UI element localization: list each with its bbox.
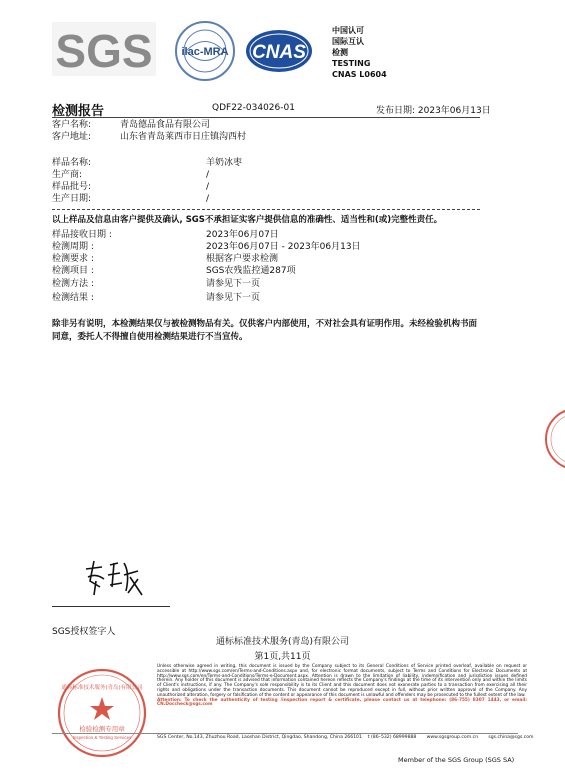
company-seal-stamp <box>56 667 148 759</box>
production-date-label: 生产日期: <box>52 194 92 204</box>
footer-email: sgs.china@sgs.com <box>488 735 534 740</box>
handwritten-signature <box>80 557 150 599</box>
accreditation-line: 中国认可 <box>332 26 364 35</box>
ilac-text: ilac-MRA <box>181 46 229 58</box>
test-method-label: 检测方法 : <box>52 279 94 289</box>
test-item-value: SGS农残监控通287项 <box>206 266 296 276</box>
client-name-value: 青岛德品食品有限公司 <box>120 120 211 130</box>
footer-phone: t (86–532) 68999888 <box>367 735 417 740</box>
sample-name-label: 样品名称: <box>52 158 92 168</box>
accreditation-line: 检测 <box>332 48 348 57</box>
test-requirement-label: 检测要求 : <box>52 254 94 264</box>
accreditation-line: TESTING <box>332 59 371 68</box>
svg-text:检验检测专用章: 检验检测专用章 <box>79 725 125 733</box>
footer-web: www.sgsgroup.com.cn <box>426 735 479 740</box>
report-title: 检测报告 <box>52 104 105 119</box>
title-rule <box>52 117 480 118</box>
test-period-label: 检测周期 : <box>52 242 94 252</box>
test-method-value: 请参见下一页 <box>206 279 261 289</box>
receive-date-value: 2023年06月07日 <box>206 230 279 240</box>
page-number: 第1页,共11页 <box>254 652 311 662</box>
receive-date-row <box>52 229 279 241</box>
company-name: 通标标准技术服务(青岛)有限公司 <box>215 637 350 647</box>
sgs-logo <box>52 22 156 76</box>
disclaimer: 除非另有说明，本检测结果仅与被检测物品有关。仅供客户内部使用，不对社会具有证明作用。未经检验机构书面同意，委托人不得擅自使用检测结果进行不当宣传。 <box>52 319 478 342</box>
partial-seal-edge <box>536 408 565 470</box>
report-number: QDF22-034026-01 <box>212 103 295 113</box>
ilac-mra-logo <box>172 20 238 82</box>
test-result-value: 请参见下一页 <box>206 293 261 303</box>
signature-line <box>52 606 170 607</box>
authenticity-attention: Attention: To check the authenticity of testing /inspection report & certificate, please contact us at telephone: (86-755) 8307 1443, or email: CN.Doccheck@sgs.com <box>157 697 527 708</box>
cnas-text: CNAS <box>252 42 306 63</box>
test-item-row <box>52 265 296 277</box>
accreditation-line: CNAS L0604 <box>332 70 387 79</box>
client-address-label: 客户地址: <box>52 132 92 142</box>
test-result-row <box>52 292 260 304</box>
batch-row <box>52 181 209 193</box>
svg-text:通标标准技术服务(青岛)有限公司: 通标标准技术服务(青岛)有限公司 <box>61 685 143 691</box>
test-result-label: 检测结果 : <box>52 293 94 303</box>
manufacturer-value: / <box>206 170 210 180</box>
client-info-notice: 以上样品及信息由客户提供及确认, SGS不承担证实客户提供信息的准确性、适当性和(或)完整性责任。 <box>52 215 443 225</box>
footer-contact <box>157 735 534 740</box>
client-address-row <box>52 131 246 143</box>
dashed-rule <box>52 209 480 210</box>
production-date-value: / <box>206 194 210 204</box>
manufacturer-row <box>52 169 209 181</box>
test-requirement-value: 根据客户要求检测 <box>206 254 279 264</box>
sgs-logo-text: SGS <box>55 25 153 76</box>
client-name-label: 客户名称: <box>52 120 92 130</box>
terms-text: Unless otherwise agreed in writing, this document is issued by the Company subject to its General Conditions of Service printed overleaf, available on request or accessible at http://www.sgs.com/en/Terms-and-Conditions.aspx and, for electronic format documents, subject to Terms and Conditions for Electronic Documents at http://www.sgs.com/en/Terms-and-Conditions/Terms-e-Document.aspx. Attention is drawn to the limitation of liability, indemnification and jurisdiction issues defined therein. Any holder of this document is advised that information contained hereon reflects the Company's findings at the time of its intervention only and within the limits of Client's instructions, if any. The Company's sole responsibility is to its Client and this document does not exonerate parties to a transaction from exercising all their rights and obligations under the transaction documents. This document cannot be reproduced except in full, without prior written approval of the Company. Any unauthorized alteration, forgery or falsification of the content or appearance of this document is unlawful and offenders may be prosecuted to the fullest extent of the law. <box>157 664 527 698</box>
accreditation-text <box>332 25 387 80</box>
cnas-logo <box>244 27 314 75</box>
test-requirement-row <box>52 253 278 265</box>
test-period-row <box>52 241 361 253</box>
test-method-row <box>52 278 260 290</box>
test-period-value: 2023年06月07日 - 2023年06月13日 <box>206 242 361 252</box>
test-item-label: 检测项目 : <box>52 266 94 276</box>
terms-fine-print <box>157 665 527 708</box>
batch-value: / <box>206 182 210 192</box>
batch-label: 样品批号: <box>52 182 92 192</box>
signatory-label: SGS授权签字人 <box>52 627 116 637</box>
footer-rule <box>52 733 518 734</box>
svg-text:Inspection & Testing Services: Inspection & Testing Services <box>72 735 132 740</box>
sample-name-value: 羊奶冰枣 <box>206 158 243 168</box>
client-address-value: 山东省青岛莱西市日庄镇沟西村 <box>120 132 247 142</box>
client-name-row <box>52 119 210 131</box>
accreditation-line: 国际互认 <box>332 37 364 46</box>
manufacturer-label: 生产商: <box>52 170 83 180</box>
sample-name-row <box>52 157 242 169</box>
footer-address: SGS Center, No.143, Zhuzhou Road, Laoshan District, Qingdao, Shandong, China 266101 <box>157 735 362 740</box>
issue-date: 发布日期: 2023年06月13日 <box>376 106 491 116</box>
production-date-row <box>52 193 209 205</box>
sgs-group-member: Member of the SGS Group (SGS SA) <box>398 756 515 764</box>
receive-date-label: 样品接收日期 : <box>52 230 112 240</box>
